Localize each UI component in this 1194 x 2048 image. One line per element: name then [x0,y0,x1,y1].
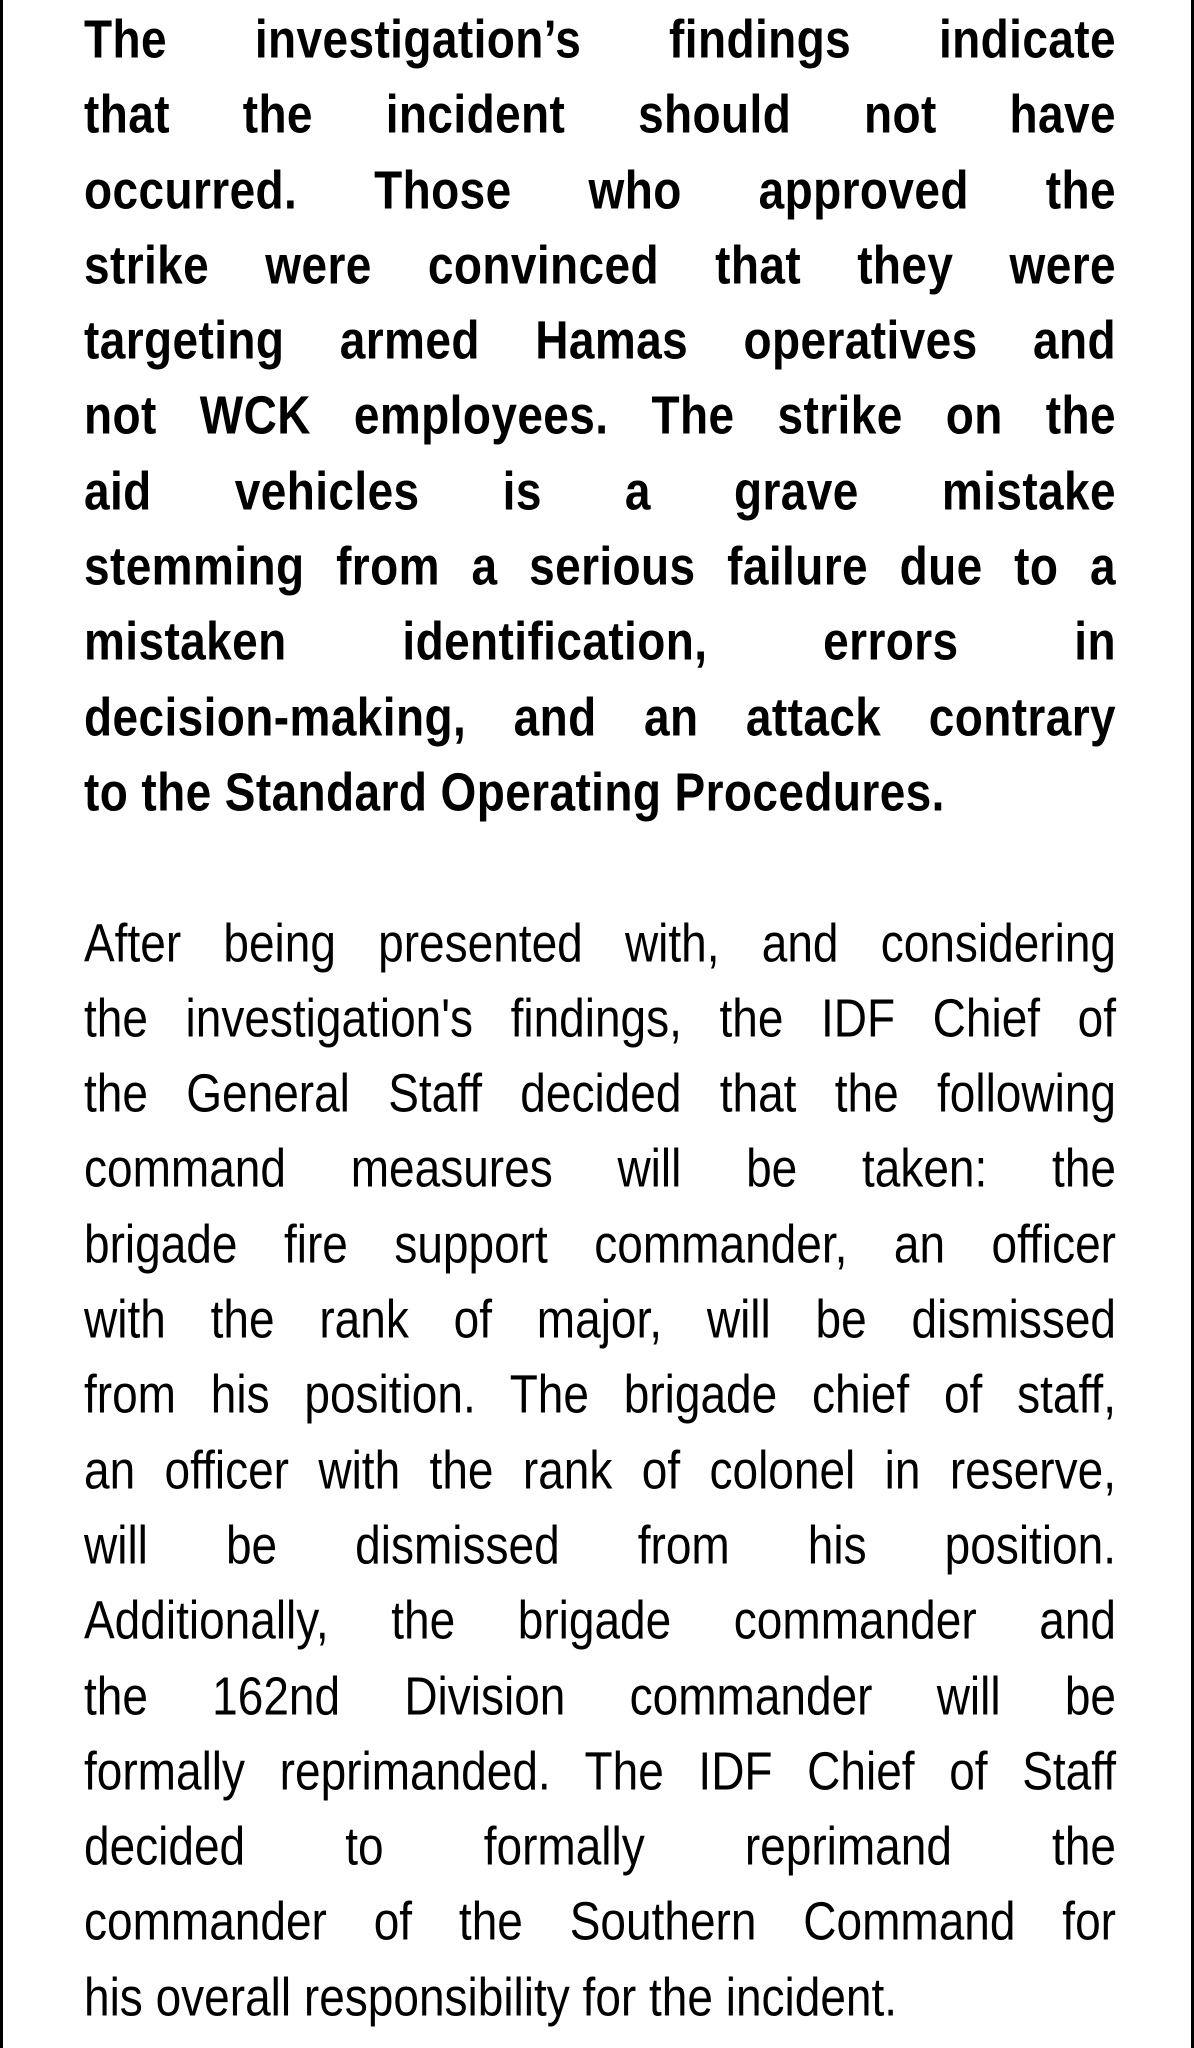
text-line: commander of the Southern Command for [84,1890,1116,1952]
text-line: decision-making, and an attack contrary [84,686,1116,747]
text-line: his overall responsibility for the incident. [84,1966,898,2028]
text-line: brigade fire support commander, an officer [84,1213,1116,1275]
article-body [84,2,1116,2035]
text-line: decided to formally reprimand the [84,1815,1116,1877]
text-line: Additionally, the brigade commander and [84,1589,1116,1651]
text-line: stemming from a serious failure due to a [84,535,1116,597]
paragraph-findings [84,2,1116,830]
text-line: from his position. The brigade chief of staff, [84,1363,1116,1425]
text-line: the General Staff decided that the following [84,1062,1116,1124]
text-line: that the incident should not have [84,83,1116,145]
text-line: command measures will be taken: the [84,1137,1116,1199]
text-line: an officer with the rank of colonel in reserve, [84,1439,1116,1500]
text-line: targeting armed Hamas operatives and [84,309,1116,371]
text-line: After being presented with, and considering [84,912,1116,973]
text-line: not WCK employees. The strike on the [84,384,1116,446]
text-line: the investigation's findings, the IDF Chief of [84,987,1116,1049]
text-line: aid vehicles is a grave mistake [84,460,1116,522]
text-line: to the Standard Operating Procedures. [84,761,945,823]
paragraph-command-measures [84,906,1116,2035]
text-line: mistaken identification, errors in [84,610,1116,672]
text-line: the 162nd Division commander will be [84,1665,1116,1726]
text-line: The investigation’s findings indicate [84,8,1116,70]
text-line: will be dismissed from his position. [84,1514,1116,1576]
text-line: occurred. Those who approved the [84,159,1116,220]
text-line: with the rank of major, will be dismissed [84,1288,1116,1350]
text-line: formally reprimanded. The IDF Chief of Staff [84,1740,1116,1802]
text-line: strike were convinced that they were [84,234,1116,296]
